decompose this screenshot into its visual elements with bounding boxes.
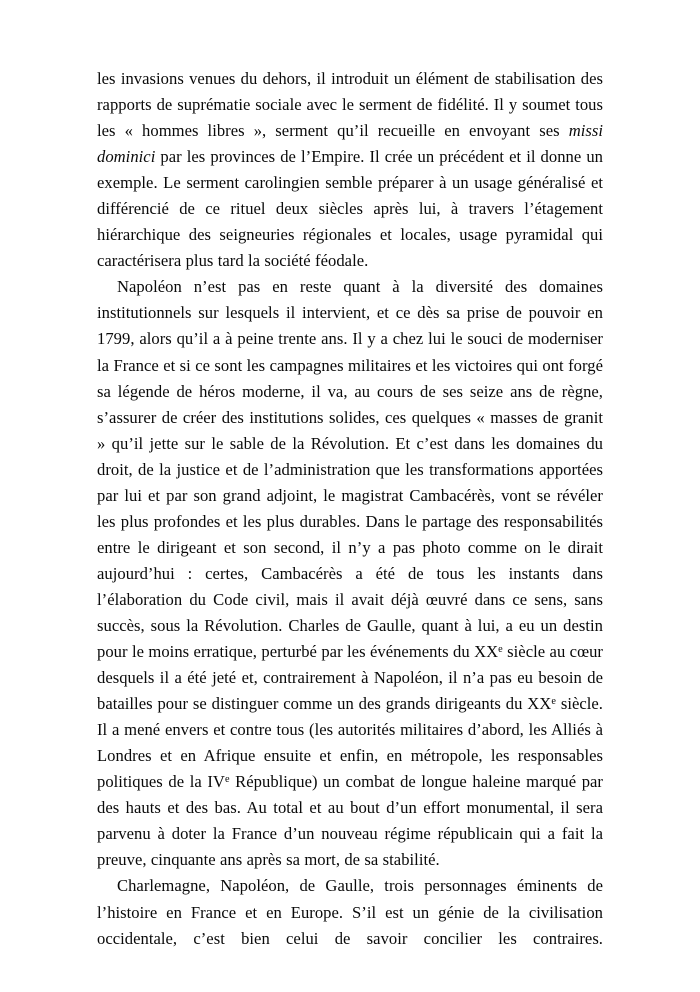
ordinal-superscript: e xyxy=(551,695,556,707)
body-paragraph: les invasions venues du dehors, il introduit un élément de stabilisation des rapports de suprématie sociale avec le serment de fidélité. Il y soumet tous les « hommes libres », serment qu’il recueille en envoyant ses missi dominici par les provinces de l’Empire. Il crée un précédent et il donne un exemple. Le serment carolingien semble préparer à un usage généralisé et différencié de ce rituel deux siècles après lui, à travers l’étagement hiérarchique des seigneuries régionales et locales, usage pyramidal qui caractérisera plus tard la société féodale. xyxy=(97,69,603,271)
ordinal-superscript: e xyxy=(224,774,230,786)
ordinal-superscript: e xyxy=(498,643,503,655)
italic-phrase: missi dominici xyxy=(97,121,603,167)
body-text-column xyxy=(97,66,603,952)
body-paragraph: Napoléon n’est pas en reste quant à la diversité des domaines institutionnels sur lesquels il intervient, et ce dès sa prise de pouvoir en 1799, alors qu’il a à peine trente ans. Il y a chez lui le souci de moderniser la France et si ce sont les campagnes militaires et les victoires qui ont forgé sa légende de héros moderne, il va, au cours de ses seize ans de règne, s’assurer de créer des institutions solides, ces quelques « masses de granit » qu’il jette sur le sable de la Révolution. Et c’est dans les domaines du droit, de la justice et de l’administration que les transformations apportées par lui et par son grand adjoint, le magistrat Cambacérès, vont se révéler les plus profondes et les plus durables. Dans le partage des responsabilités entre le dirigeant et son second, il n’y a pas photo comme on le dirait aujourd’hui : certes, Cambacérès a été de tous les instants dans l’élaboration du Code civil, mais il avait déjà œuvré dans ce sens, sans succès, sous la Révolution. Charles de Gaulle, quant à lui, a eu un destin pour le moins erratique, perturbé par les événements du XXe siècle au cœur desquels il a été jeté et, contrairement à Napoléon, il n’a pas eu besoin de batailles pour se distinguer comme un des grands dirigeants du XXe siècle. Il a mené envers et contre tous (les autorités militaires d’abord, les Alliés à Londres et en Afrique ensuite et enfin, en métropole, les responsables politiques de la IVe République) un combat de longue haleine marqué par des hauts et des bas. Au total et au bout d’un effort monumental, il sera parvenu à doter la France d’un nouveau régime républicain qui a fait la preuve, cinquante ans après sa mort, de sa stabilité. xyxy=(97,277,603,870)
body-paragraph: Charlemagne, Napoléon, de Gaulle, trois personnages éminents de l’histoire en France et en Europe. S’il est un génie de la civilisation occidentale, c’est bien celui de savoir concilier les contraires. xyxy=(97,876,603,948)
